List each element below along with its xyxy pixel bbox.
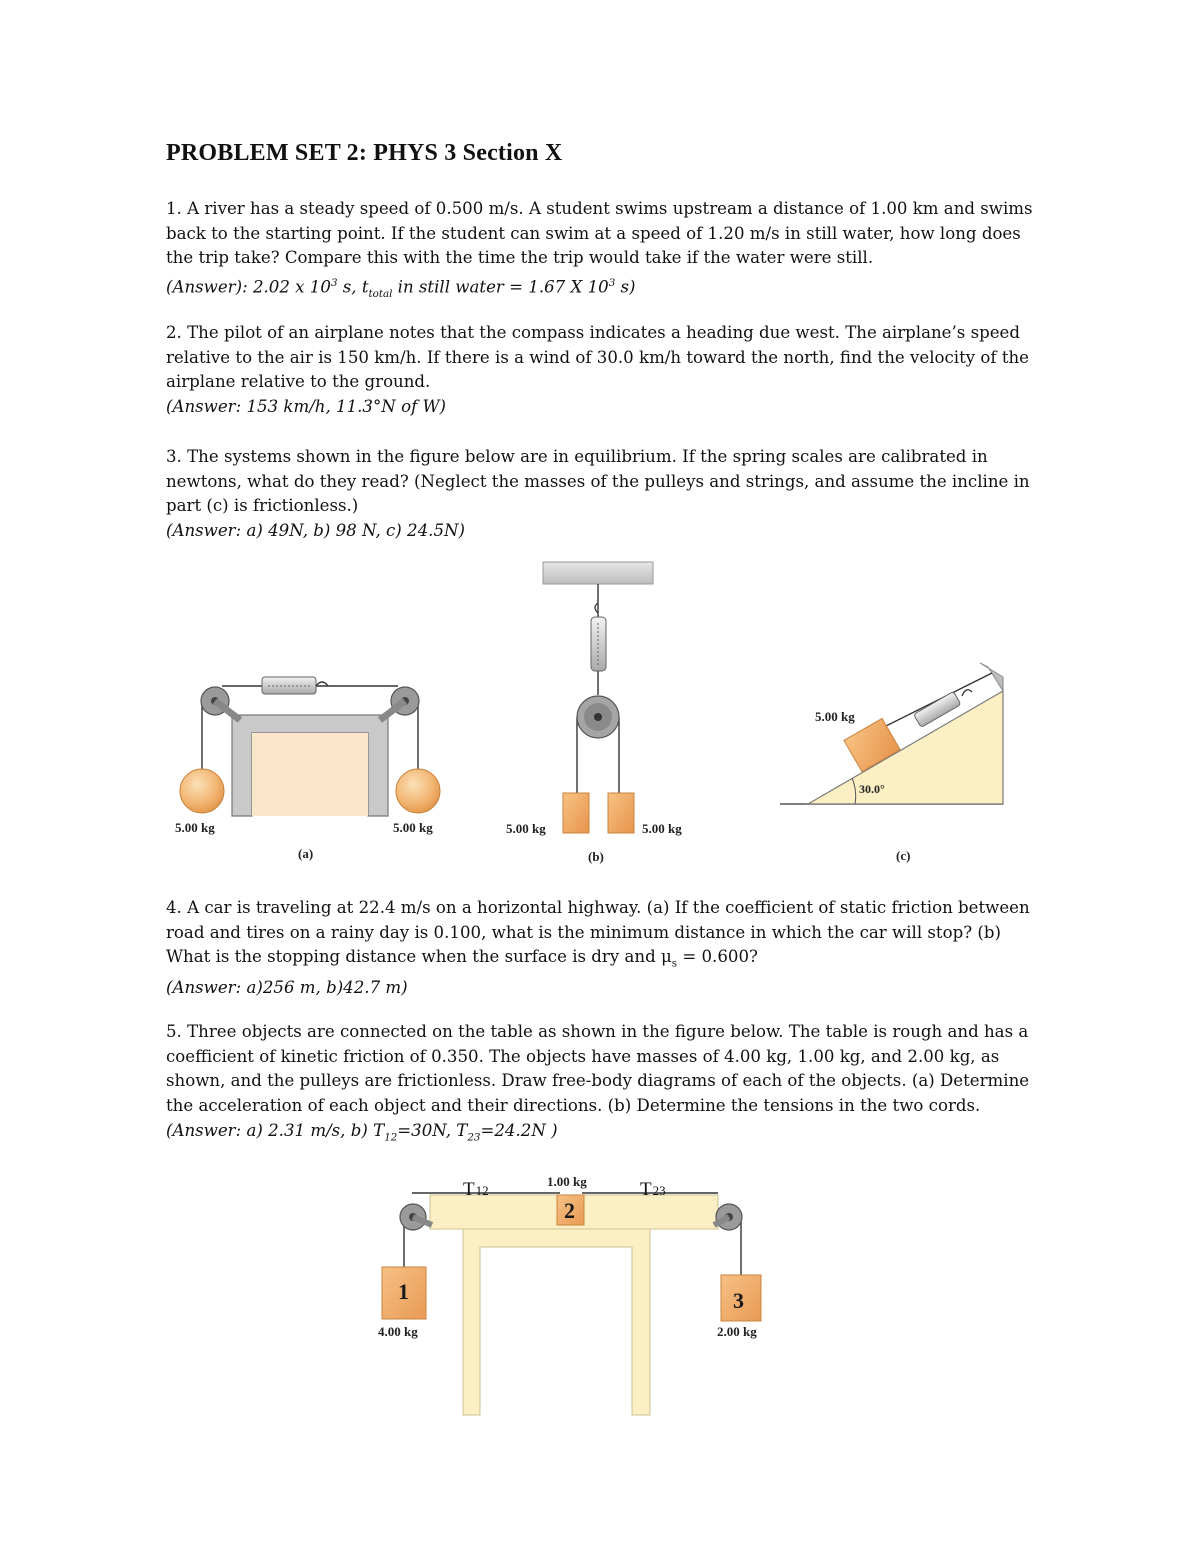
block-3-number: 3 (733, 1288, 744, 1313)
fig3a-mass-right: 5.00 kg (393, 820, 433, 835)
problem-5-answer: (Answer: a) 2.31 m/s, b) $T_{12}=30N$, $T_{23}=24.2N$ ) (166, 1120, 558, 1144)
figure-3-svg (0, 555, 1200, 875)
block-2-number: 2 (564, 1198, 575, 1223)
table (430, 1195, 718, 1415)
block-b-right (608, 793, 634, 833)
problem-3-text: 3. The systems shown in the figure below are in equilibrium. If the spring scales are calibrated in newtons, what do they read? (Neglect the masses of the pulleys and strings, and assume the incline in part (c) is frictionless.) (166, 447, 1030, 516)
block-3-mass: 2.00 kg (717, 1324, 757, 1339)
pulley-right-icon (380, 687, 419, 720)
spring-scale-b-icon (591, 617, 606, 671)
fig3a-caption: (a) (298, 846, 314, 861)
problem-1-text: 1. A river has a steady speed of 0.500 m/s. A student swims upstream a distance of 1.00 km and swims back to the starting point. If the student can swim at a speed of 1.20 m/s in still water, how long does the trip take? Compare this with the time the trip would take if the water were still. (166, 199, 1033, 268)
problem-5-text: 5. Three objects are connected on the table as shown in the figure below. The table is rough and has a coefficient of kinetic friction of 0.350. The objects have masses of 4.00 kg, 1.00 kg, and 2.00 kg, as shown, and the pulleys are frictionless. Draw free-body diagrams of each of the objects. (a) Determine the acceleration of each object and their directions. (b) Determine the tensions in the two cords. (Answer: a) 2.31 m/s, b) $T_{12}=30N$, $T_{23}=24.2N$ ) (166, 1022, 1030, 1144)
ball-right (396, 769, 440, 813)
fig3c-caption: (c) (896, 848, 911, 863)
hook-c (962, 690, 972, 696)
problem-1 (166, 197, 1046, 307)
table-opening (252, 733, 368, 816)
figure-3a (175, 677, 440, 861)
problem-2-answer: (Answer: 153 km/h, 11.3°N of W) (166, 397, 447, 417)
fig3b-caption: (b) (588, 849, 604, 864)
fig3c-mass: 5.00 kg (815, 709, 855, 724)
pulley-b-icon (577, 696, 619, 738)
problem-2 (166, 321, 1046, 420)
figure-3 (0, 555, 1200, 875)
incline (808, 691, 1003, 804)
block-2-mass: 1.00 kg (547, 1174, 587, 1189)
problem-1-answer: (Answer): 2.02 x $10^3$ s, $t_{total}$ in still water = 1.67 X $10^3$ s) (166, 277, 636, 300)
ball-left (180, 769, 224, 813)
problem-3 (166, 445, 1046, 544)
problem-5 (166, 1020, 1046, 1150)
pulley-left-icon (400, 1204, 432, 1230)
pulley-left-icon (201, 687, 240, 720)
problem-4-text: 4. A car is traveling at 22.4 m/s on a horizontal highway. (a) If the coefficient of static friction between road and tires on a rainy day is 0.100, what is the minimum distance in which the car will stop? (b) What is the stopping distance when the surface is dry and $\mu_s = 0.600$? (166, 898, 1030, 970)
page-title: PROBLEM SET 2: PHYS 3 Section X (166, 140, 563, 166)
fig3b-mass-left: 5.00 kg (506, 821, 546, 836)
block-b-left (563, 793, 589, 833)
figure-3b (506, 562, 682, 864)
problem-4-answer: (Answer: a)256 m, b)42.7 m) (166, 978, 408, 998)
fig3a-mass-left: 5.00 kg (175, 820, 215, 835)
figure-5 (0, 1165, 1200, 1425)
fig3c-angle: 30.0° (859, 782, 885, 796)
problem-3-answer: (Answer: a) 49N, b) 98 N, c) 24.5N) (166, 521, 465, 541)
ceiling (543, 562, 653, 584)
t12-label: T12 (463, 1179, 489, 1200)
figure-5-svg (0, 1165, 1200, 1425)
t23-label: T23 (640, 1179, 666, 1200)
problem-4 (166, 896, 1046, 1001)
figure-3c (780, 663, 1003, 863)
block-1-number: 1 (398, 1279, 409, 1304)
fig3b-mass-right: 5.00 kg (642, 821, 682, 836)
block-1-mass: 4.00 kg (378, 1324, 418, 1339)
problem-2-text: 2. The pilot of an airplane notes that the compass indicates a heading due west. The airplane’s speed relative to the air is 150 km/h. If there is a wind of 30.0 km/h toward the north, find the velocity of the airplane relative to the ground. (166, 323, 1029, 392)
